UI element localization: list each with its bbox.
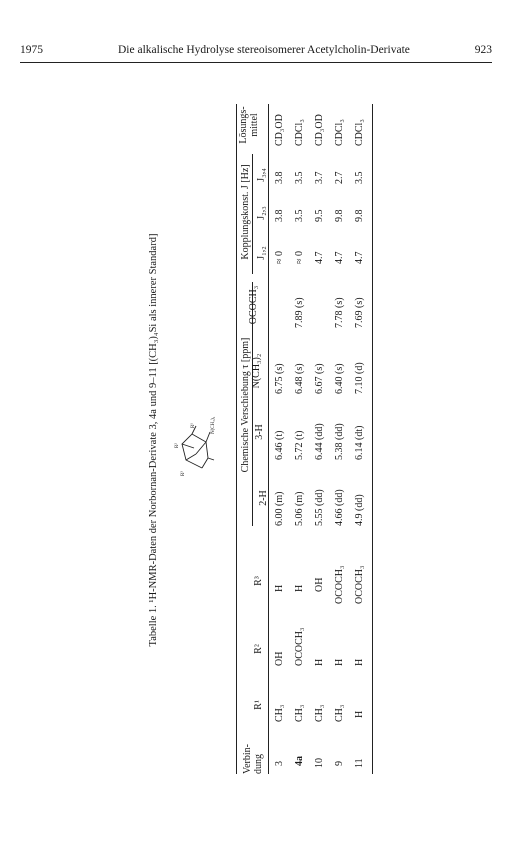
row-r3: H: [274, 584, 285, 592]
row-j12: 4.7: [354, 251, 365, 264]
header-compound: Verbin- dung: [242, 744, 264, 774]
row-j12: 4.7: [334, 251, 345, 264]
row-j34: 2.7: [334, 171, 345, 184]
table-top-rule: [236, 104, 237, 774]
row-compound: 11: [354, 758, 365, 768]
row-solvent: CDCl₃: [334, 119, 345, 146]
row-3h: 6.14 (dt): [354, 425, 365, 460]
row-nch3: 6.75 (s): [274, 363, 285, 394]
header-r3: R³: [253, 576, 264, 586]
header-j34: J₃,₄: [256, 168, 267, 182]
row-solvent: CDCl₃: [354, 119, 365, 146]
row-j12: ≈ 0: [274, 251, 285, 264]
row-r3: OCOCH₃: [334, 565, 345, 604]
row-solvent: CD₃OD: [314, 114, 325, 146]
row-j12: ≈ 0: [294, 251, 305, 264]
row-r1: CH₃: [274, 704, 285, 722]
row-j34: 3.5: [354, 171, 365, 184]
row-2h: 5.55 (dd): [314, 489, 325, 526]
header-coupling-group: Kopplungskonst. J [Hz]: [240, 164, 251, 260]
header-j12: J₁,₂: [256, 246, 267, 260]
table-bottom-rule: [372, 104, 373, 774]
row-r2: H: [314, 658, 325, 666]
coupling-group-rule: [252, 154, 253, 274]
header-title: Die alkalische Hydrolyse stereoisomerer Acetylcholin-Derivate: [118, 44, 410, 56]
row-3h: 6.46 (t): [274, 430, 285, 460]
row-r2: H: [334, 658, 345, 666]
row-ococh3: 7.89 (s): [294, 297, 305, 328]
row-r2: OCOCH₃: [294, 627, 305, 666]
header-3h: 3-H: [254, 424, 265, 440]
header-solvent: Lösungs- mittel: [238, 106, 260, 144]
row-nch3: 6.48 (s): [294, 363, 305, 394]
header-r2: R²: [253, 644, 264, 654]
running-header: [20, 44, 492, 62]
row-j23: 3.8: [274, 209, 285, 222]
row-r3: OCOCH₃: [354, 565, 365, 604]
header-r1: R¹: [253, 700, 264, 710]
row-3h: 5.38 (dd): [334, 423, 345, 460]
struct-label-r2: R²: [175, 443, 180, 448]
row-solvent: CDCl₃: [294, 119, 305, 146]
row-ococh3: 7.69 (s): [354, 297, 365, 328]
row-nch3: 6.40 (s): [334, 363, 345, 394]
row-compound: 4a: [294, 756, 305, 766]
header-ococh3: OCOCH₃: [248, 285, 259, 325]
row-r1: CH₃: [334, 704, 345, 722]
row-ococh3: 7.78 (s): [334, 297, 345, 328]
row-3h: 6.44 (dd): [314, 423, 325, 460]
row-compound: 10: [314, 758, 325, 768]
row-r1: CH₃: [294, 704, 305, 722]
row-r2: OH: [274, 651, 285, 666]
rotated-table-block: [148, 100, 398, 780]
header-rule: [20, 62, 492, 63]
row-j34: 3.7: [314, 171, 325, 184]
row-solvent: CD₃OD: [274, 114, 285, 146]
row-j12: 4.7: [314, 251, 325, 264]
row-j23: 9.5: [314, 209, 325, 222]
row-r3: OH: [314, 577, 325, 592]
row-2h: 5.06 (m): [294, 491, 305, 526]
struct-label-r1: R¹: [191, 423, 196, 428]
page-number: 923: [474, 44, 492, 56]
row-r2: H: [354, 658, 365, 666]
table-caption: Tabelle 1. ¹H-NMR-Daten der Norbornan-Derivate 3, 4a und 9–11 [(CH₃)₄Si als innerer Standard]: [148, 233, 159, 647]
row-r3: H: [294, 584, 305, 592]
row-r1: CH₃: [314, 704, 325, 722]
row-j34: 3.5: [294, 171, 305, 184]
header-nch3: N(CH₃)₂: [251, 353, 262, 389]
row-j23: 3.5: [294, 209, 305, 222]
row-2h: 4.9 (dd): [354, 494, 365, 526]
row-r1: H: [354, 710, 365, 718]
struct-label-r3: R³: [181, 471, 186, 476]
row-2h: 4.66 (dd): [334, 489, 345, 526]
table-header-rule: [268, 104, 269, 774]
row-j34: 3.8: [274, 171, 285, 184]
row-compound: 3: [274, 761, 285, 766]
header-2h: 2-H: [258, 490, 269, 506]
norbornane-structure-image: [172, 414, 216, 478]
struct-label-n: N(CH₃)₂: [211, 416, 216, 434]
row-j23: 9.8: [334, 209, 345, 222]
header-j23: J₂,₃: [256, 206, 267, 220]
row-j23: 9.8: [354, 209, 365, 222]
row-nch3: 7.10 (d): [354, 362, 365, 394]
row-nch3: 6.67 (s): [314, 363, 325, 394]
header-year: 1975: [20, 44, 43, 56]
row-compound: 9: [334, 761, 345, 766]
row-3h: 5.72 (t): [294, 430, 305, 460]
row-2h: 6.00 (m): [274, 491, 285, 526]
header-shift-group: Chemische Verschiebung τ [ppm]: [240, 337, 251, 473]
